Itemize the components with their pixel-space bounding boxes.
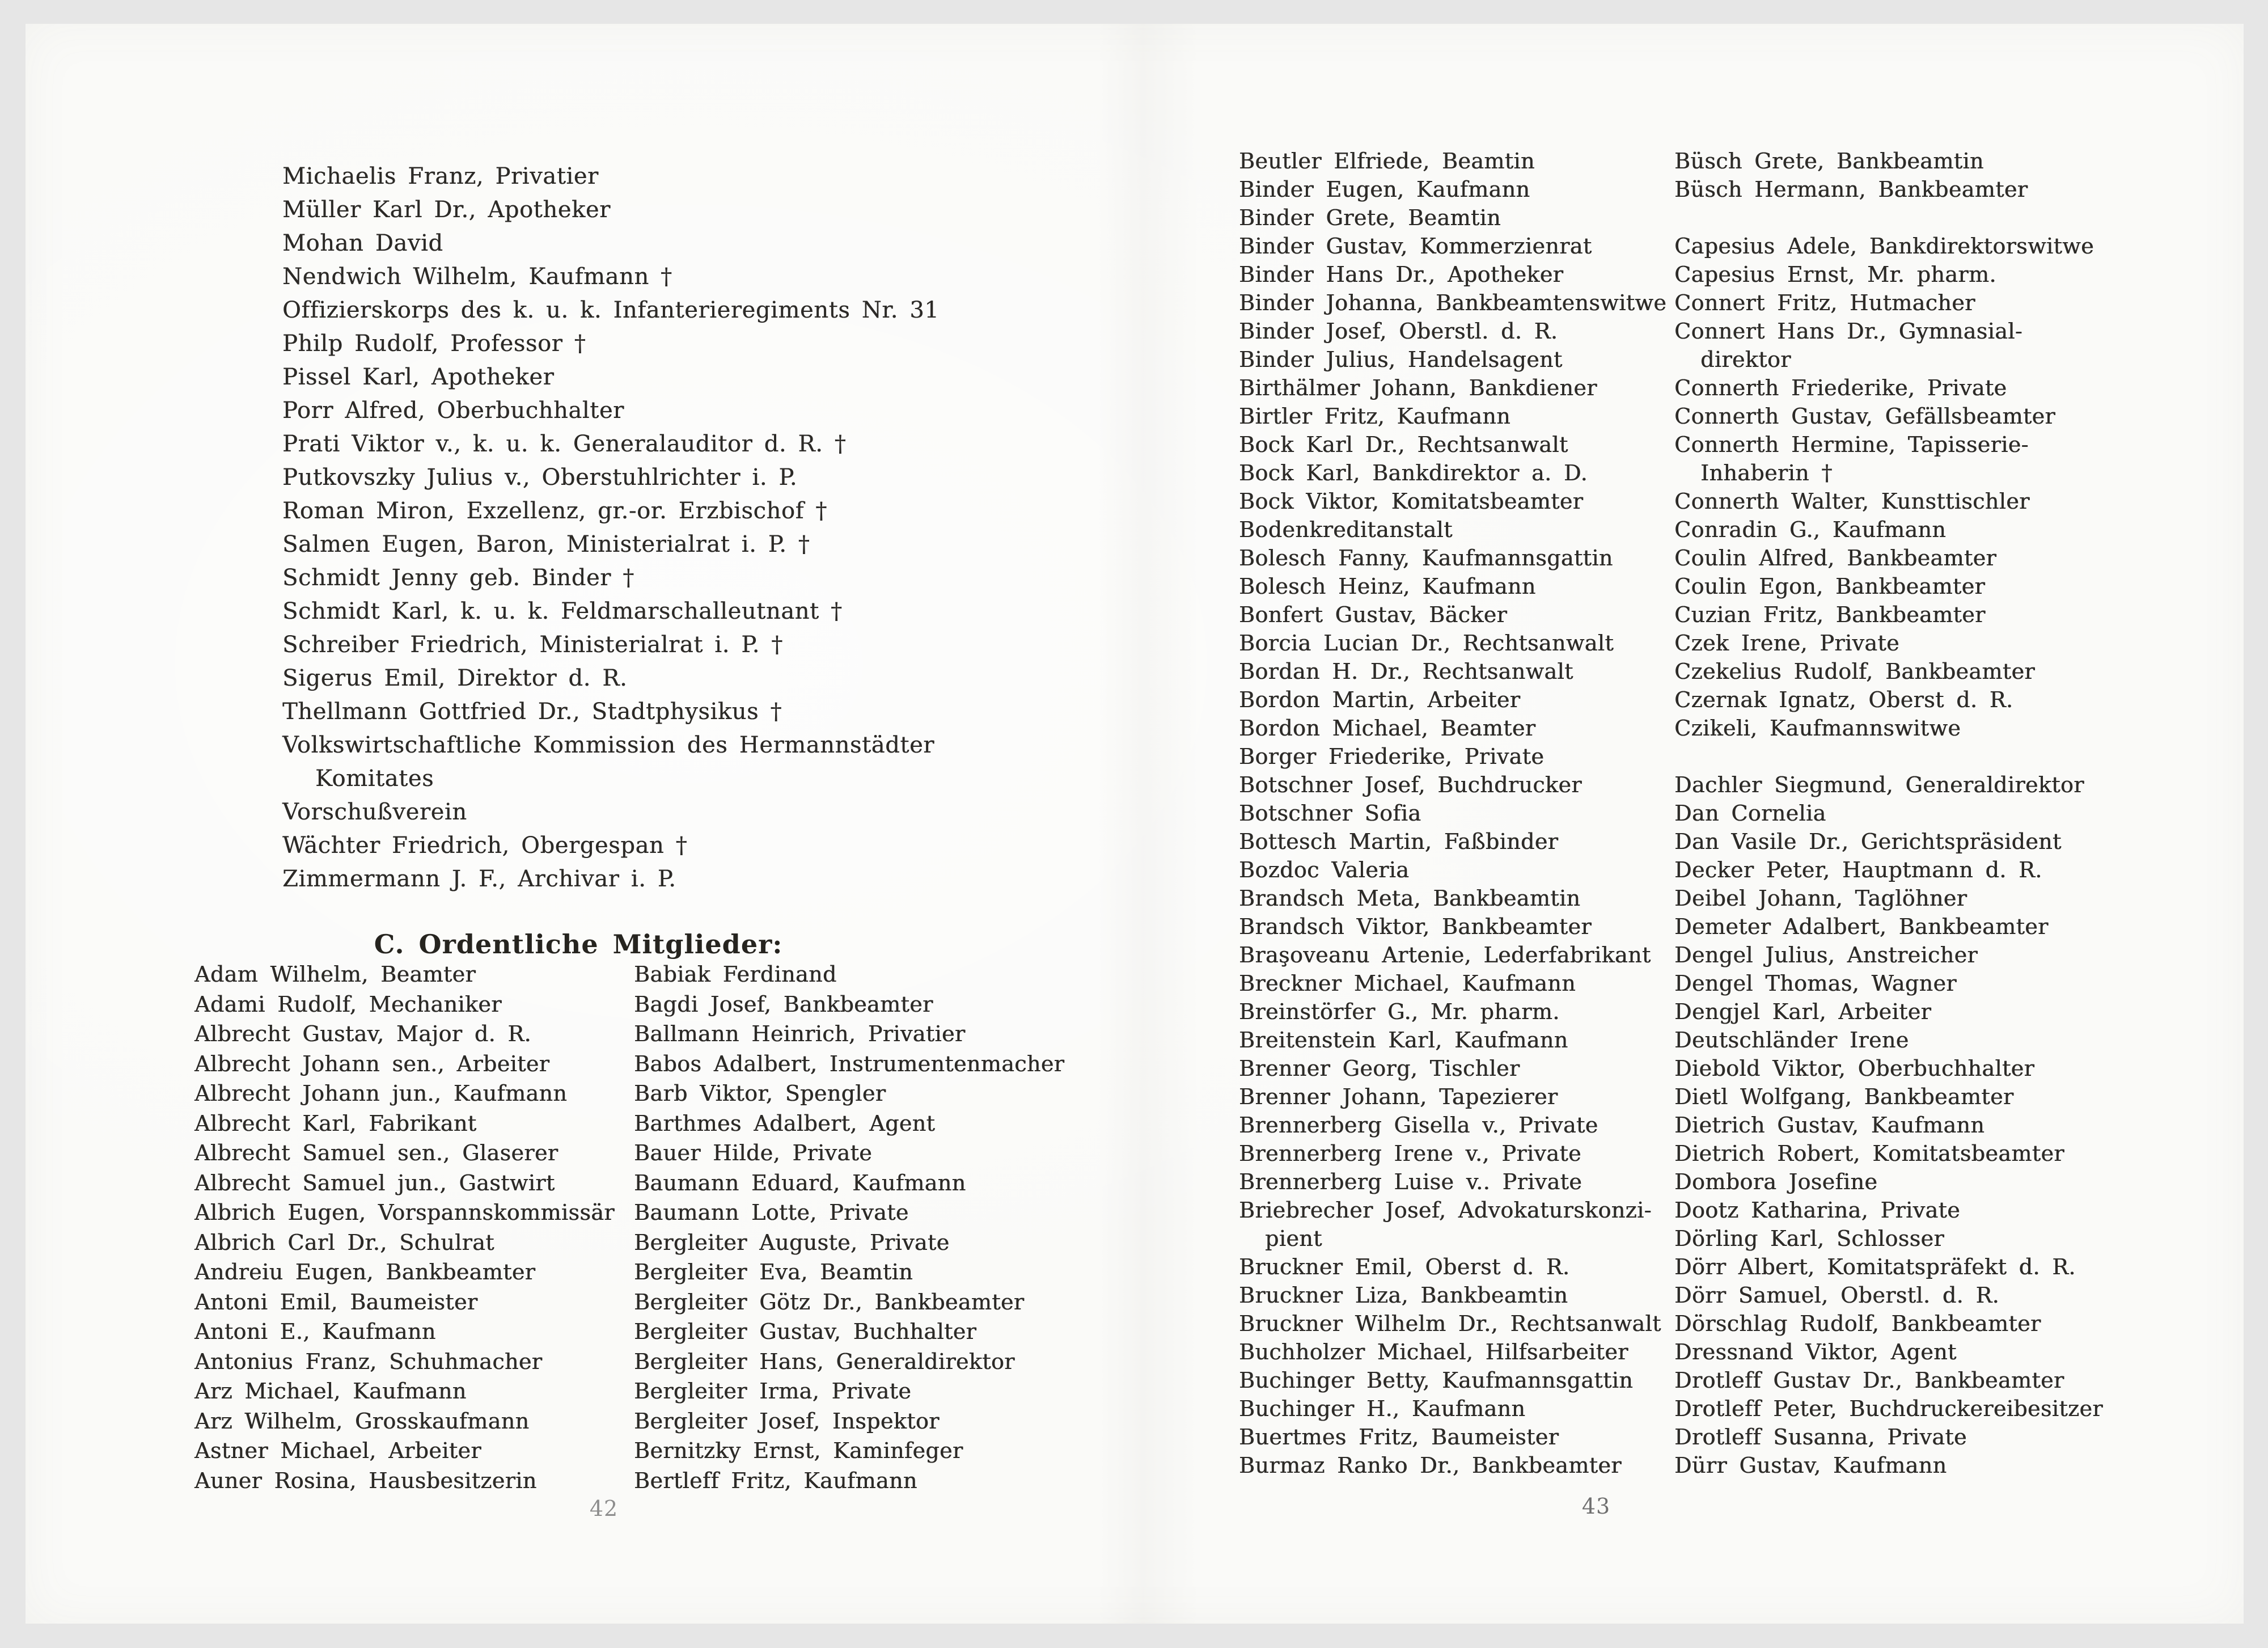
list-item: Coulin Egon, Bankbeamter <box>1674 574 1985 599</box>
list-item: Dürr Gustav, Kaufmann <box>1674 1453 1947 1478</box>
list-item: Volkswirtschaftliche Kommission des Hermannstädter <box>282 732 935 758</box>
list-item: Diebold Viktor, Oberbuchhalter <box>1674 1056 2035 1081</box>
list-item: Sigerus Emil, Direktor d. R. <box>282 665 628 691</box>
members-column-d <box>1674 147 2103 1480</box>
section-heading: C. Ordentliche Mitglieder: <box>374 929 783 960</box>
list-item: Auner Rosina, Hausbesitzerin <box>194 1468 537 1493</box>
list-item: Albrich Carl Dr., Schulrat <box>194 1229 494 1255</box>
list-item: Bolesch Heinz, Kaufmann <box>1239 574 1536 599</box>
list-item: Birthälmer Johann, Bankdiener <box>1239 375 1597 400</box>
list-item: Buchholzer Michael, Hilfsarbeiter <box>1239 1339 1628 1364</box>
list-item: Bergleiter Hans, Generaldirektor <box>634 1349 1015 1374</box>
list-item: Connerth Hermine, Tapisserie- <box>1674 432 2029 457</box>
list-item: Buertmes Fritz, Baumeister <box>1239 1425 1559 1450</box>
list-item: Bergleiter Irma, Private <box>634 1379 912 1404</box>
list-item: Dengel Thomas, Wagner <box>1674 971 1957 996</box>
list-item: Decker Peter, Hauptmann d. R. <box>1674 857 2042 882</box>
list-item: Dan Vasile Dr., Gerichtspräsident <box>1674 829 2062 854</box>
list-item: Birtler Fritz, Kaufmann <box>1239 404 1510 429</box>
list-item: Czekelius Rudolf, Bankbeamter <box>1674 659 2035 684</box>
list-item: Albrecht Samuel jun., Gastwirt <box>194 1170 555 1195</box>
list-item: Bertleff Fritz, Kaufmann <box>634 1468 917 1493</box>
list-item: Albrecht Karl, Fabrikant <box>194 1110 477 1136</box>
list-item: Philp Rudolf, Professor † <box>282 331 586 357</box>
right-page <box>26 24 2244 1624</box>
list-item: Bergleiter Eva, Beamtin <box>634 1260 913 1284</box>
list-item: Connerth Gustav, Gefällsbeamter <box>1674 404 2055 429</box>
list-item: Breitenstein Karl, Kaufmann <box>1239 1028 1568 1053</box>
list-item: pient <box>1265 1226 1322 1251</box>
list-item: Bock Viktor, Komitatsbeamter <box>1239 489 1584 514</box>
list-item: Binder Hans Dr., Apotheker <box>1239 262 1564 287</box>
list-item: Connert Fritz, Hutmacher <box>1674 290 1975 315</box>
list-item: Dörr Samuel, Oberstl. d. R. <box>1674 1283 1999 1308</box>
list-item: Bolesch Fanny, Kaufmannsgattin <box>1239 546 1613 571</box>
list-item: Breinstörfer G., Mr. pharm. <box>1239 999 1560 1024</box>
page-number-right: 43 <box>1581 1494 1611 1519</box>
list-item: Adami Rudolf, Mechaniker <box>194 991 502 1017</box>
list-item: Antoni Emil, Baumeister <box>194 1289 478 1315</box>
list-item: Brandsch Meta, Bankbeamtin <box>1239 886 1581 911</box>
list-item: Coulin Alfred, Bankbeamter <box>1674 546 1996 571</box>
list-item: Offizierskorps des k. u. k. Infanterieregiments Nr. 31 <box>282 297 940 323</box>
list-item: Briebrecher Josef, Advokaturskonzi- <box>1239 1198 1652 1223</box>
list-item: Baumann Lotte, Private <box>634 1200 909 1225</box>
list-item: Bergleiter Auguste, Private <box>634 1229 950 1255</box>
list-item: Deutschländer Irene <box>1674 1028 1909 1053</box>
list-item: Porr Alfred, Oberbuchhalter <box>282 398 624 424</box>
list-item: Albrecht Gustav, Major d. R. <box>194 1021 531 1046</box>
list-item: Breckner Michael, Kaufmann <box>1239 971 1576 996</box>
list-item: Bergleiter Josef, Inspektor <box>634 1408 940 1434</box>
list-item: Bottesch Martin, Faßbinder <box>1239 829 1559 854</box>
list-item: Dietrich Robert, Komitatsbeamter <box>1674 1141 2064 1166</box>
list-item: Dan Cornelia <box>1674 801 1826 826</box>
list-item: Dombora Josefine <box>1674 1169 1878 1194</box>
list-item: Pissel Karl, Apotheker <box>282 364 555 390</box>
list-item: Schmidt Jenny geb. Binder † <box>282 565 634 591</box>
list-item: Albrich Eugen, Vorspannskommissär <box>194 1200 615 1225</box>
list-item: Botschner Josef, Buchdrucker <box>1239 772 1582 797</box>
list-item: Bruckner Wilhelm Dr., Rechtsanwalt <box>1239 1311 1661 1336</box>
list-item: Bordan H. Dr., Rechtsanwalt <box>1239 659 1573 684</box>
list-item: Bergleiter Götz Dr., Bankbeamter <box>634 1289 1025 1315</box>
list-item: Mohan David <box>282 230 443 256</box>
list-item: Braşoveanu Artenie, Lederfabrikant <box>1239 943 1651 967</box>
list-item: Bagdi Josef, Bankbeamter <box>634 991 933 1017</box>
list-item: Babiak Ferdinand <box>634 962 837 987</box>
list-item: Brennerberg Gisella v., Private <box>1239 1113 1598 1138</box>
list-item: Czikeli, Kaufmannswitwe <box>1674 716 1961 741</box>
list-item: Brennerberg Luise v.. Private <box>1239 1169 1582 1194</box>
list-item: Buchinger H., Kaufmann <box>1239 1396 1526 1421</box>
list-item: Arz Wilhelm, Grosskaufmann <box>194 1408 530 1434</box>
book-page-spread <box>26 24 2244 1624</box>
list-item: Prati Viktor v., k. u. k. Generalauditor d. R. † <box>282 431 847 457</box>
list-item: Dengjel Karl, Arbeiter <box>1674 999 1932 1024</box>
list-item: Büsch Grete, Bankbeamtin <box>1674 149 1984 174</box>
list-item: Schreiber Friedrich, Ministerialrat i. P. † <box>282 632 783 658</box>
list-item: Nendwich Wilhelm, Kaufmann † <box>282 264 672 290</box>
list-item: Antoni E., Kaufmann <box>194 1319 436 1344</box>
list-item: Dietl Wolfgang, Bankbeamter <box>1674 1084 2014 1109</box>
list-item: Deibel Johann, Taglöhner <box>1674 886 1967 911</box>
list-item: Salmen Eugen, Baron, Ministerialrat i. P. † <box>282 531 810 557</box>
list-item: Binder Grete, Beamtin <box>1239 205 1501 230</box>
list-item: Brenner Johann, Tapezierer <box>1239 1084 1558 1109</box>
list-item: Binder Eugen, Kaufmann <box>1239 177 1530 202</box>
list-item: Bodenkreditanstalt <box>1239 517 1453 542</box>
list-item: Borcia Lucian Dr., Rechtsanwalt <box>1239 631 1614 656</box>
list-item: Thellmann Gottfried Dr., Stadtphysikus † <box>282 699 782 725</box>
list-item: Astner Michael, Arbeiter <box>194 1438 481 1463</box>
list-item: Dressnand Viktor, Agent <box>1674 1339 1957 1364</box>
list-item: Brennerberg Irene v., Private <box>1239 1141 1581 1166</box>
list-item: Buchinger Betty, Kaufmannsgattin <box>1239 1368 1634 1393</box>
list-item: Beutler Elfriede, Beamtin <box>1239 149 1535 174</box>
list-item: Bonfert Gustav, Bäcker <box>1239 602 1508 627</box>
list-item: Dietrich Gustav, Kaufmann <box>1674 1113 1985 1138</box>
list-item: Bozdoc Valeria <box>1239 857 1410 882</box>
list-item: Bauer Hilde, Private <box>634 1140 872 1165</box>
list-item: Binder Gustav, Kommerzienrat <box>1239 234 1592 259</box>
list-item: Czek Irene, Private <box>1674 631 1899 656</box>
list-item: Dootz Katharina, Private <box>1674 1198 1961 1223</box>
list-item: Binder Johanna, Bankbeamtenswitwe <box>1239 290 1667 315</box>
list-item: Dörling Karl, Schlosser <box>1674 1226 1944 1251</box>
list-item: Babos Adalbert, Instrumentenmacher <box>634 1051 1065 1076</box>
list-item: Burmaz Ranko Dr., Bankbeamter <box>1239 1453 1622 1478</box>
list-item: Drotleff Peter, Buchdruckereibesitzer <box>1674 1396 2103 1421</box>
list-item: Putkovszky Julius v., Oberstuhlrichter i. P. <box>282 464 798 491</box>
list-item: Dörr Albert, Komitatspräfekt d. R. <box>1674 1254 2076 1279</box>
list-item: Connerth Walter, Kunsttischler <box>1674 489 2030 514</box>
list-item: Inhaberin † <box>1700 460 1833 485</box>
list-item: Barthmes Adalbert, Agent <box>634 1110 936 1136</box>
list-item: Wächter Friedrich, Obergespan † <box>282 833 688 859</box>
list-item: Binder Josef, Oberstl. d. R. <box>1239 319 1558 344</box>
list-item: Bruckner Liza, Bankbeamtin <box>1239 1283 1568 1308</box>
list-item: Bergleiter Gustav, Buchhalter <box>634 1319 977 1344</box>
list-item: Bock Karl Dr., Rechtsanwalt <box>1239 432 1568 457</box>
list-item: Roman Miron, Exzellenz, gr.-or. Erzbischof † <box>282 498 827 524</box>
list-item: Andreiu Eugen, Bankbeamter <box>194 1260 536 1284</box>
list-item: Czernak Ignatz, Oberst d. R. <box>1674 687 2013 712</box>
list-item: Albrecht Johann sen., Arbeiter <box>194 1051 550 1076</box>
list-item: Büsch Hermann, Bankbeamter <box>1674 177 2028 202</box>
list-item: Baumann Eduard, Kaufmann <box>634 1170 966 1195</box>
list-item: Drotleff Susanna, Private <box>1674 1425 1967 1450</box>
list-item: Borger Friederike, Private <box>1239 744 1545 769</box>
list-item: Bordon Michael, Beamter <box>1239 716 1536 741</box>
list-item: Dengel Julius, Anstreicher <box>1674 943 1978 967</box>
list-item: Schmidt Karl, k. u. k. Feldmarschalleutnant † <box>282 598 843 624</box>
list-item: Antonius Franz, Schuhmacher <box>194 1349 543 1374</box>
list-item: Bock Karl, Bankdirektor a. D. <box>1239 460 1588 485</box>
list-item: Brandsch Viktor, Bankbeamter <box>1239 914 1592 939</box>
list-item: Connert Hans Dr., Gymnasial- <box>1674 319 2022 344</box>
members-column-c <box>1239 147 1666 1480</box>
list-item: Zimmermann J. F., Archivar i. P. <box>282 866 676 892</box>
list-item: Capesius Adele, Bankdirektorswitwe <box>1674 234 2094 259</box>
list-item: Albrecht Samuel sen., Glaserer <box>194 1140 558 1165</box>
list-item: Drotleff Gustav Dr., Bankbeamter <box>1674 1368 2064 1393</box>
list-item: Bernitzky Ernst, Kaminfeger <box>634 1438 963 1463</box>
list-item: Ballmann Heinrich, Privatier <box>634 1021 966 1046</box>
list-item: Bordon Martin, Arbeiter <box>1239 687 1521 712</box>
list-item: Dörschlag Rudolf, Bankbeamter <box>1674 1311 2041 1336</box>
list-item: Brenner Georg, Tischler <box>1239 1056 1520 1081</box>
list-item: Dachler Siegmund, Generaldirektor <box>1674 772 2084 797</box>
list-item: Michaelis Franz, Privatier <box>282 163 599 189</box>
list-item: Conradin G., Kaufmann <box>1674 517 1947 542</box>
list-item: Müller Karl Dr., Apotheker <box>282 197 611 223</box>
list-item: Botschner Sofia <box>1239 801 1421 826</box>
list-item: direktor <box>1700 347 1791 372</box>
list-item: Adam Wilhelm, Beamter <box>194 962 476 987</box>
list-item: Barb Viktor, Spengler <box>634 1081 886 1106</box>
list-item: Binder Julius, Handelsagent <box>1239 347 1563 372</box>
list-item: Komitates <box>315 766 434 792</box>
page-number-left: 42 <box>589 1496 619 1521</box>
list-item: Arz Michael, Kaufmann <box>194 1379 467 1404</box>
list-item: Cuzian Fritz, Bankbeamter <box>1674 602 1986 627</box>
list-item: Connerth Friederike, Private <box>1674 375 2007 400</box>
list-item: Capesius Ernst, Mr. pharm. <box>1674 262 1996 287</box>
list-item: Vorschußverein <box>282 799 467 825</box>
list-item: Albrecht Johann jun., Kaufmann <box>194 1081 568 1106</box>
list-item: Demeter Adalbert, Bankbeamter <box>1674 914 2049 939</box>
list-item: Bruckner Emil, Oberst d. R. <box>1239 1254 1570 1279</box>
